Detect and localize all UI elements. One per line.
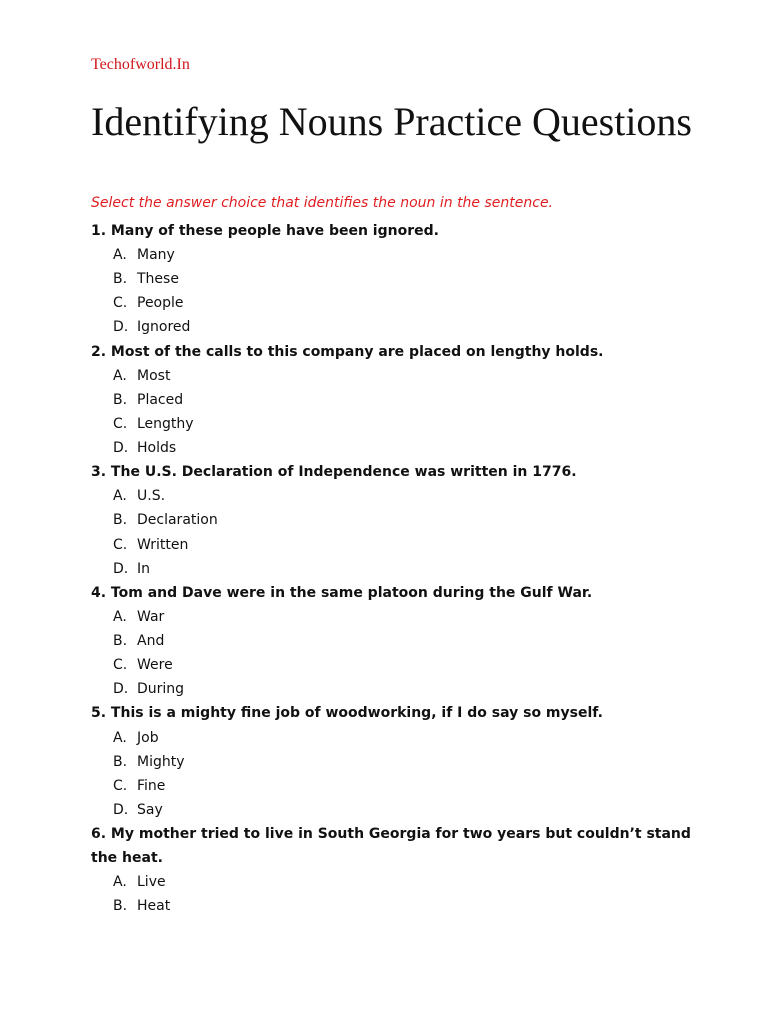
instructions-text: Select the answer choice that identifies the noun in the sentence. — [91, 195, 554, 211]
option-letter: A. — [113, 729, 127, 746]
answer-option — [91, 291, 691, 315]
answer-option — [91, 653, 691, 677]
option-letter: B. — [113, 391, 128, 408]
option-letter: C. — [113, 536, 128, 553]
question-item — [91, 340, 691, 461]
answer-option — [91, 750, 691, 774]
answer-option — [91, 894, 691, 918]
option-text: War — [137, 608, 165, 625]
option-text: Many — [137, 247, 175, 264]
answer-option — [91, 677, 691, 701]
option-letter: D. — [113, 440, 129, 457]
question-list — [91, 219, 691, 918]
question-text: 6. My mother tried to live in South Georgia for two years but couldn’t stand the heat. — [91, 825, 691, 867]
answer-option — [91, 557, 691, 581]
option-letter: B. — [113, 271, 128, 288]
option-text: Placed — [137, 391, 184, 408]
page-title: Identifying Nouns Practice Questions — [91, 99, 692, 144]
option-text: People — [137, 295, 184, 312]
option-text: And — [137, 633, 165, 650]
answer-option — [91, 315, 691, 339]
question-item — [91, 581, 691, 702]
option-letter: B. — [113, 512, 128, 529]
option-text: Holds — [137, 440, 177, 457]
option-letter: B. — [113, 753, 128, 770]
option-text: Declaration — [137, 512, 218, 529]
option-letter: C. — [113, 415, 128, 432]
question-text: 1. Many of these people have been ignored. — [91, 223, 439, 239]
option-text: During — [137, 681, 185, 698]
option-text: Job — [137, 729, 159, 746]
option-letter: D. — [113, 319, 129, 336]
answer-option — [91, 436, 691, 460]
answer-option — [91, 267, 691, 291]
option-text: Mighty — [137, 753, 185, 770]
answer-option — [91, 870, 691, 894]
option-text: These — [137, 271, 179, 288]
option-letter: D. — [113, 681, 129, 698]
answer-option — [91, 726, 691, 750]
option-text: In — [137, 560, 151, 577]
option-text: Were — [137, 657, 173, 674]
answer-option — [91, 533, 691, 557]
question-item — [91, 701, 691, 822]
answer-option — [91, 629, 691, 653]
option-letter: B. — [113, 633, 128, 650]
answer-option — [91, 388, 691, 412]
answer-option — [91, 605, 691, 629]
question-text: 2. Most of the calls to this company are placed on lengthy holds. — [91, 343, 604, 360]
question-text: 5. This is a mighty fine job of woodworking, if I do say so myself. — [91, 705, 603, 722]
option-letter: B. — [113, 898, 128, 915]
option-text: Fine — [137, 777, 166, 794]
option-text: Lengthy — [137, 415, 194, 432]
site-name: Techofworld.In — [91, 56, 190, 73]
option-letter: D. — [113, 801, 129, 818]
option-text: Say — [137, 801, 163, 818]
option-text: Live — [137, 874, 166, 891]
option-text: U.S. — [137, 488, 166, 505]
option-letter: C. — [113, 777, 128, 794]
answer-option — [91, 508, 691, 532]
question-item — [91, 219, 691, 340]
option-letter: C. — [113, 657, 128, 674]
answer-option — [91, 364, 691, 388]
option-text: Ignored — [137, 319, 191, 336]
answer-option — [91, 774, 691, 798]
option-text: Most — [137, 367, 171, 384]
question-text: 3. The U.S. Declaration of Independence was written in 1776. — [91, 464, 577, 481]
answer-option — [91, 484, 691, 508]
option-letter: A. — [113, 247, 127, 264]
option-letter: D. — [113, 560, 129, 577]
option-letter: A. — [113, 367, 127, 384]
option-letter: A. — [113, 874, 127, 891]
option-letter: C. — [113, 295, 128, 312]
answer-option — [91, 412, 691, 436]
question-item — [91, 822, 691, 919]
question-item — [91, 460, 691, 581]
answer-option — [91, 243, 691, 267]
option-text: Written — [137, 536, 189, 553]
option-letter: A. — [113, 488, 127, 505]
option-letter: A. — [113, 608, 127, 625]
option-text: Heat — [137, 898, 171, 915]
answer-option — [91, 798, 691, 822]
question-text: 4. Tom and Dave were in the same platoon during the Gulf War. — [91, 584, 593, 601]
